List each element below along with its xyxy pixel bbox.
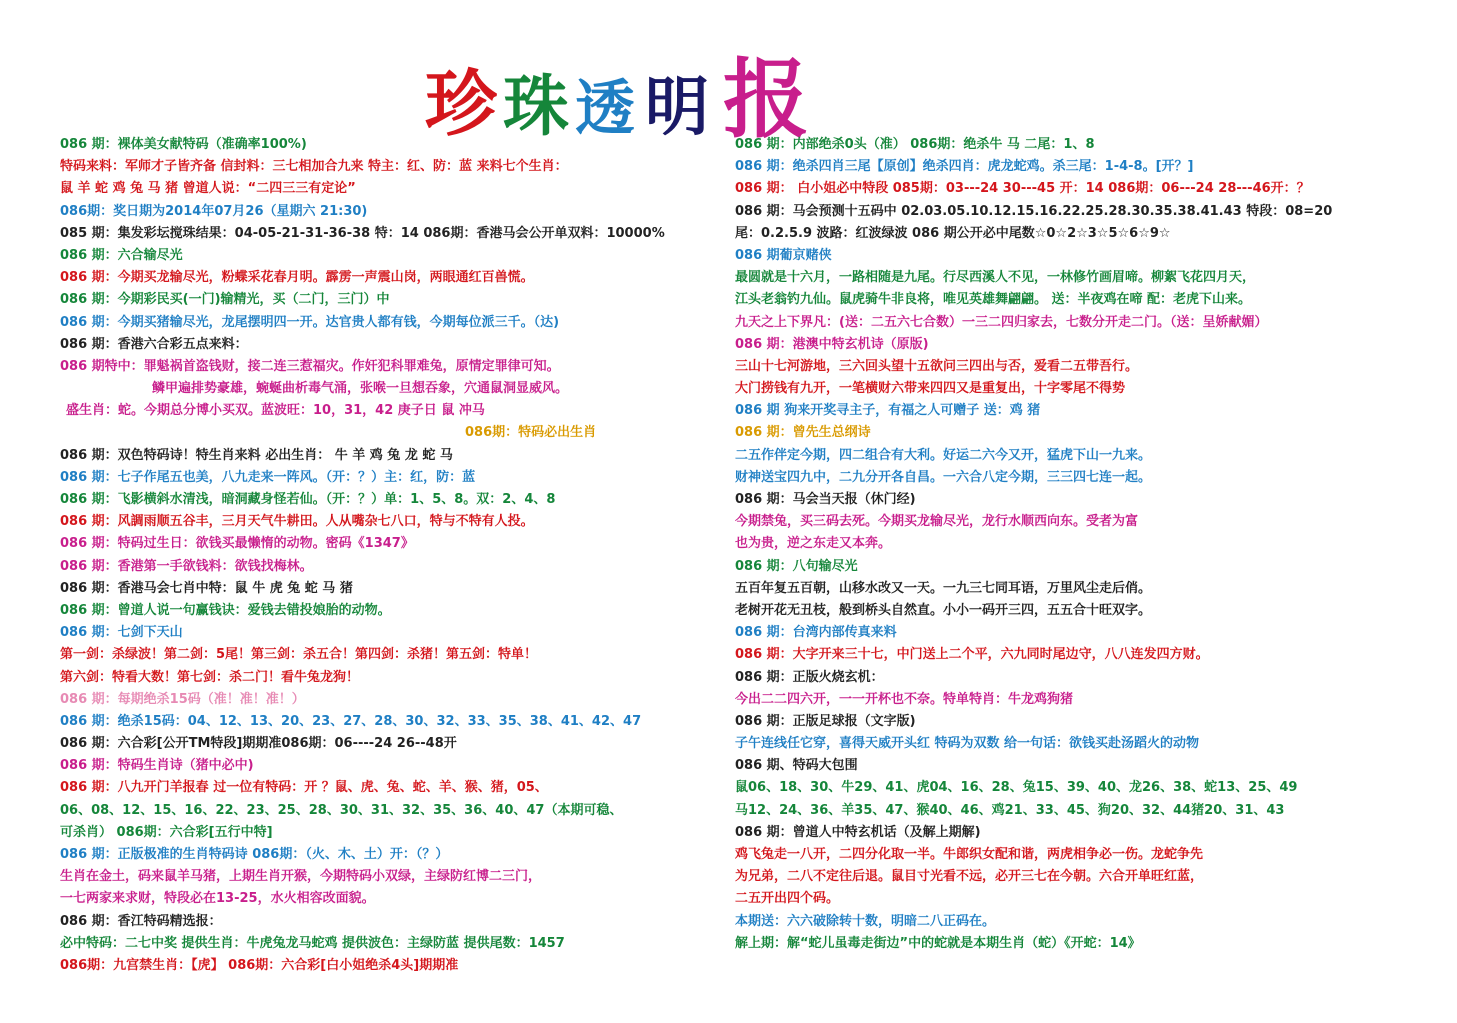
- right-text-line: 九天之上下界凡：(送：二五六七合数）一三二四归家去，七数分开走二门。（送：呈娇献媚）: [735, 314, 1268, 330]
- left-text-line: 086 期：每期绝杀15码（准！准！准！）: [60, 691, 305, 707]
- title-char-2: 珠: [503, 67, 570, 145]
- left-text-line: 086 期：六合输尽光: [60, 247, 183, 263]
- right-text-line: 086 期：港澳中特玄机诗（原版): [735, 336, 929, 352]
- right-text-line: 二五作伴定今期，四二组合有大利。好运二六今又开，猛虎下山一九来。: [735, 447, 1152, 463]
- right-text-line: 086 期：八句输尽光: [735, 558, 858, 574]
- left-text-line: 06、08、12、15、16、22、23、25、28、30、31、32、35、36、40、47（本期可稳、: [60, 802, 623, 818]
- left-text-line: 086 期：特码生肖诗（猪中必中): [60, 758, 254, 774]
- right-text-line: 二五开出四个码。: [735, 891, 840, 907]
- left-text-line: 086 期：香港六合彩五点来料：: [60, 336, 248, 352]
- title-char-4: 明: [645, 70, 710, 145]
- left-text-line: 086 期：今期买猪输尽光，龙尾摆明四一开。达官贵人都有钱，今期每位派三千。（达): [60, 314, 560, 330]
- left-text-line: 086 期：今期买龙输尽光，粉蝶采花春月明。霹雳一声震山岗，两眼通红百兽慌。: [60, 270, 534, 286]
- left-column: [60, 134, 725, 977]
- left-text-line: 盛生肖：蛇。今期总分博小买双。蓝波旺：10，31，42 庚子日 鼠 冲马: [66, 403, 485, 419]
- right-text-line: 本期送：六六破除转十数，明暗二八正码在。: [735, 913, 996, 929]
- left-text-line: 086 期：香港第一手欲钱料：欲钱找梅林。: [60, 558, 313, 574]
- right-text-line: 今出二二四六开，一一开杯也不奈。特单特肖：牛龙鸡狗猪: [735, 691, 1074, 707]
- right-text-line: 086 期：正版足球报（文字版): [735, 713, 916, 729]
- left-text-line: 必中特码：二七中奖 提供生肖：牛虎兔龙马蛇鸡 提供波色：主绿防蓝 提供尾数：1457: [60, 935, 565, 951]
- title-char-3: 透: [575, 74, 636, 144]
- right-text-line: 鸡飞兔走一八开，二四分化取一半。牛郎织女配和谐，两虎相争必一伤。龙蛇争先: [735, 847, 1204, 862]
- left-text-line: 第六剑：特看大数！第七剑：杀二门！看牛兔龙狗！: [60, 669, 360, 685]
- right-text-line: 最圆就是十六月，一路相随是九尾。行尽西溪人不见，一林修竹画眉啼。柳絮飞花四月天，: [735, 270, 1256, 286]
- left-text-line: 086 期：裸体美女献特码（准确率100%): [60, 137, 307, 152]
- right-text-line: 五百年复五百朝，山移水改又一天。一九三七同耳语，万里风尘走后俏。: [735, 580, 1152, 596]
- title-char-5: 报: [723, 49, 810, 150]
- left-text-line: 086 期：今期彩民买(一门)输精光，买（二门，三门）中: [60, 292, 390, 308]
- left-text-line: 086 期：正版极准的生肖特码诗 086期：（火、木、土）开：（？）: [60, 847, 449, 862]
- right-text-line: 086 期：绝杀四肖三尾【原创】绝杀四肖：虎龙蛇鸡。杀三尾：1-4-8。[开？]: [735, 159, 1194, 175]
- right-text-line: 老树开花无丑枝，般到桥头自然直。小小一码开三四，五五合十旺双字。: [735, 602, 1152, 618]
- left-text-line: 086 期特中：罪魁祸首盗钱财，接二连三惹福灾。作奸犯科罪难兔，原情定罪律可知。: [60, 358, 560, 374]
- right-text-line: 解上期：解“蛇儿虽毒走街边”中的蛇就是本期生肖（蛇）《开蛇：14》: [735, 935, 1141, 951]
- left-text-line: 鼠 羊 蛇 鸡 兔 马 猪 曾道人说：“二四三三有定论”: [60, 181, 356, 197]
- left-text-line: 086 期：七剑下天山: [60, 625, 183, 641]
- right-text-line: 086 期： 白小姐必中特段 085期：03---24 30---45 开：14 086期：06---24 28---46开：？: [735, 181, 1310, 197]
- right-text-line: 子午连线任它穿，喜得天威开头红 特码为双数 给一句话：欲钱买赴汤蹈火的动物: [735, 736, 1200, 752]
- left-text-line: 鳞甲遍排势豪雄，蜿蜒曲析毒气涌，张喉一旦想吞象，穴通鼠洞显威风。: [152, 381, 569, 397]
- left-text-line: 可杀肖） 086期：六合彩[五行中特]: [60, 824, 273, 840]
- right-text-line: 086 期：曾先生总纲诗: [735, 425, 871, 441]
- right-text-line: 086 期：正版火烧玄机：: [735, 669, 884, 685]
- right-text-line: 也为贵，逆之东走又本奔。: [735, 536, 892, 552]
- right-text-line: 086 期 狗来开奖寻主子，有福之人可赠子 送：鸡 猪: [735, 403, 1041, 419]
- newspaper-title: [425, 30, 810, 150]
- right-text-line: 大门捞钱有九开，一笔横财六带来四四又是重复出，十字零尾不得势: [735, 381, 1126, 397]
- left-text-line: 086 期：八九开门羊报春 过一位有特码：开 ？鼠、虎、兔、蛇、羊、猴、猪，05、: [60, 780, 548, 796]
- left-text-line: 086 期：六合彩[公开TM特段]期期准086期：06----24 26--48开: [60, 736, 457, 752]
- right-text-line: 财神送宝四九中，二九分开各自昌。一六合八定今期，三三四七连一起。: [735, 469, 1152, 485]
- left-text-line: 086 期：七子作尾五也美，八九走来一阵风。（开：？）主：红，防：蓝: [60, 469, 476, 485]
- left-text-line: 086 期：飞影横斜水清浅，暗洞藏身怪若仙。（开：？）单：1、5、8。双：2、4、8: [60, 492, 556, 507]
- right-text-line: 今期禁兔，买三码去死。今期买龙输尽光，龙行水顺西向东。受者为富: [735, 514, 1139, 530]
- left-text-line: 086 期：香港马会七肖中特：鼠 牛 虎 兔 蛇 马 猪: [60, 580, 353, 596]
- right-text-line: 三山十七河游地，三六回头望十五欲问三四出与否，爱看二五带吾行。: [735, 358, 1139, 374]
- left-text-line: 第一剑：杀绿波！第二剑：5尾！第三剑：杀五合！第四剑：杀猪！第五剑：特单！: [60, 647, 538, 663]
- left-text-line: 086期：特码必出生肖: [465, 425, 597, 441]
- right-text-line: 马12、24、36、羊35、47、猴40、46、鸡21、33、45、狗20、32、44猪20、31、43: [735, 802, 1285, 818]
- left-text-line: 086 期：绝杀15码：04、12、13、20、23、27、28、30、32、33、35、38、41、42、47: [60, 713, 642, 729]
- right-text-line: 086 期：内部绝杀0头（准） 086期：绝杀牛 马 二尾：1、8: [735, 137, 1095, 152]
- left-text-line: 特码来料：军师才子皆齐备 信封料：三七相加合九来 特主：红、防：蓝 来料七个生肖：: [60, 159, 568, 175]
- left-text-line: 086 期：曾道人说一句赢钱诀：爱钱去错投娘胎的动物。: [60, 602, 391, 618]
- left-text-line: 086 期：风調雨顺五谷丰，三月天气牛耕田。人从嘴杂七八口，特与不特有人投。: [60, 514, 534, 530]
- right-text-line: 086 期：大字开来三十七，中门送上二个平，六九同时尾边守，八八连发四方财。: [735, 647, 1209, 663]
- left-text-line: 生肖在金土，码来鼠羊马猪，上期生肖开猴，今期特码小双绿，主绿防红博二三门，: [60, 869, 542, 885]
- right-text-line: 086 期：曾道人中特玄机话（及解上期解): [735, 824, 981, 840]
- right-text-line: 尾：0.2.5.9 波路：红波绿波 086 期公开必中尾数☆0☆2☆3☆5☆6☆9☆: [735, 225, 1171, 241]
- right-text-line: 086 期：马会当天报（休门经): [735, 492, 916, 507]
- left-text-line: 086 期：特码过生日：欲钱买最懒惰的动物。密码《1347》: [60, 536, 414, 552]
- left-text-line: 086 期：香江特码精选报：: [60, 913, 222, 929]
- left-text-line: 085 期：集发彩坛搅珠结果：04-05-21-31-36-38 特：14 086期：香港马会公开单双料：10000%: [60, 225, 665, 241]
- right-text-line: 鼠06、18、30、牛29、41、虎04、16、28、兔15、39、40、龙26、38、蛇13、25、49: [735, 780, 1298, 796]
- left-text-line: 086 期：双色特码诗！特生肖来料 必出生肖： 牛 羊 鸡 兔 龙 蛇 马: [60, 447, 453, 463]
- right-text-line: 086 期、特码大包围: [735, 758, 858, 774]
- left-text-line: 086期：奖日期为2014年07月26（星期六 21:30): [60, 203, 368, 219]
- right-text-line: 江头老翁钓九仙。鼠虎骑牛非良将，唯见英雄舞翩翩。 送：半夜鸡在啼 配：老虎下山来。: [735, 292, 1252, 308]
- right-column: [735, 134, 1425, 955]
- left-text-line: 一七两家来求财，特段必在13-25，水火相容改面貌。: [60, 891, 375, 907]
- left-text-line: 086期：九宫禁生肖：【虎】 086期：六合彩[白小姐绝杀4头]期期准: [60, 957, 459, 973]
- right-text-line: 086 期：马会预测十五码中 02.03.05.10.12.15.16.22.25.28.30.35.38.41.43 特段：08=20: [735, 203, 1333, 219]
- title-char-1: 珍: [425, 61, 498, 146]
- right-text-line: 为兄弟，二八不定往后退。鼠目寸光看不远，必开三七在今朝。六合开单旺红蓝，: [735, 869, 1204, 885]
- right-text-line: 086 期葡京赌侠: [735, 247, 832, 263]
- right-text-line: 086 期：台湾内部传真来料: [735, 625, 897, 641]
